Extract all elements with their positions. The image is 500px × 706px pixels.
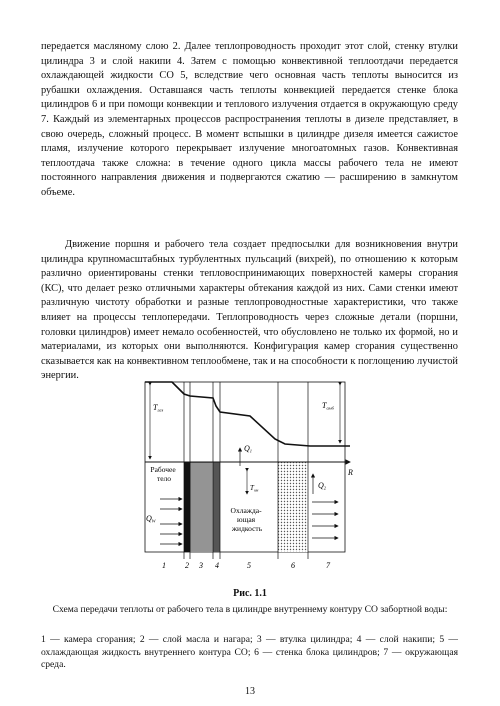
zone-oil-layer	[184, 462, 190, 552]
zone-cylinder-liner	[190, 462, 213, 552]
t-gas-label: Tгаз	[153, 403, 164, 413]
page-number: 13	[245, 686, 255, 697]
svg-text:2: 2	[185, 561, 189, 570]
svg-text:1: 1	[162, 561, 166, 570]
paragraph-2: Движение поршня и рабочего тела создает предпосылки для возникновения внутри цилиндра крупномасштабных турбулентных пульсаций (вихрей), по отношению к которым различно ориентированы стенки тепловоспринимающих поверхностей камеры сгорания (КС), что делает резко отличными характеры обтекания каждой из них. Сами стенки имеют различную чистоту обработки и разные теплопроводностные характеристики, что также влияет на процессы теплопередачи. Теплопроводность через сложные детали (поршни, головки цилиндров) имеет немало особенностей, что обусловлено не только их формой, но и материалами, из которых они выполняются. Конфигурация камер сгорания существенно сказывается как на конвективном теплообмене, так и на способности к поглощению лучистой энергии.	[41, 239, 458, 382]
figure-caption: Схема передачи теплоты от рабочего тела в цилиндре внутреннему контуру СО забортной воды:	[52, 604, 448, 615]
r-axis-label: R	[348, 468, 353, 477]
qw-label: QW	[146, 514, 156, 524]
svg-text:6: 6	[291, 561, 295, 570]
heat-flow-arrows-left	[160, 499, 182, 544]
svg-text:4: 4	[215, 561, 219, 570]
zone-scale-layer	[213, 462, 220, 552]
heat-flow-arrows-right	[312, 502, 338, 538]
t-amb-label: Tамб	[322, 401, 334, 411]
t-om-label: $T_{ом}$	[250, 484, 259, 493]
paragraph-1: передается масляному слою 2. Далее теплопроводность проходит этот слой, стенку втулки цилиндра 3 и слой накипи 4. Затем с помощью конвективной теплоотдачи передается охлаждающей жидкости СО 5, вследствие чего основная часть теплоты выносится из рубашки охлаждения. Оставшаяся часть теплоты конвекцией передается стенке блока цилиндров 6 и при помощи конвекции и теплового излучения отдается в окружающую среду 7. Каждый из элементарных процессов распространения теплоты в дизеле представляет, в свою очередь, сложный процесс. В момент вспышки в цилиндре дизеля имеется сажистое пламя, излучение которого перекрывает излучение многоатомных газов. Конвективная теплоотдача также сложна: в течение одного цикла массы рабочего тела не имеют постоянного направления движения и подвергаются сжатию — расширению в замкнутом объеме.	[41, 41, 458, 198]
svg-text:3: 3	[199, 561, 203, 570]
figure-title: Рис. 1.1	[233, 588, 267, 599]
svg-text:5: 5	[247, 561, 251, 570]
working-body-label: Рабочее тело	[150, 465, 176, 483]
figure-legend: 1 — камера сгорания; 2 — слой масла и нагара; 3 — втулка цилиндра; 4 — слой накипи; 5 — охлаждающая жидкость внутреннего контура СО; 6 — стенка блока цилиндров; 7 — окружающая среда.	[41, 634, 458, 670]
q1-label: Q1	[244, 444, 253, 454]
heat-transfer-diagram	[100, 374, 400, 582]
zone-block-wall	[278, 462, 308, 552]
q2-label: Q2	[318, 481, 327, 491]
temperature-curve	[145, 382, 350, 446]
svg-text:7: 7	[326, 561, 330, 570]
zone-numbers	[162, 561, 331, 570]
coolant-label: Охлажда- ющая жидкость	[230, 506, 263, 533]
